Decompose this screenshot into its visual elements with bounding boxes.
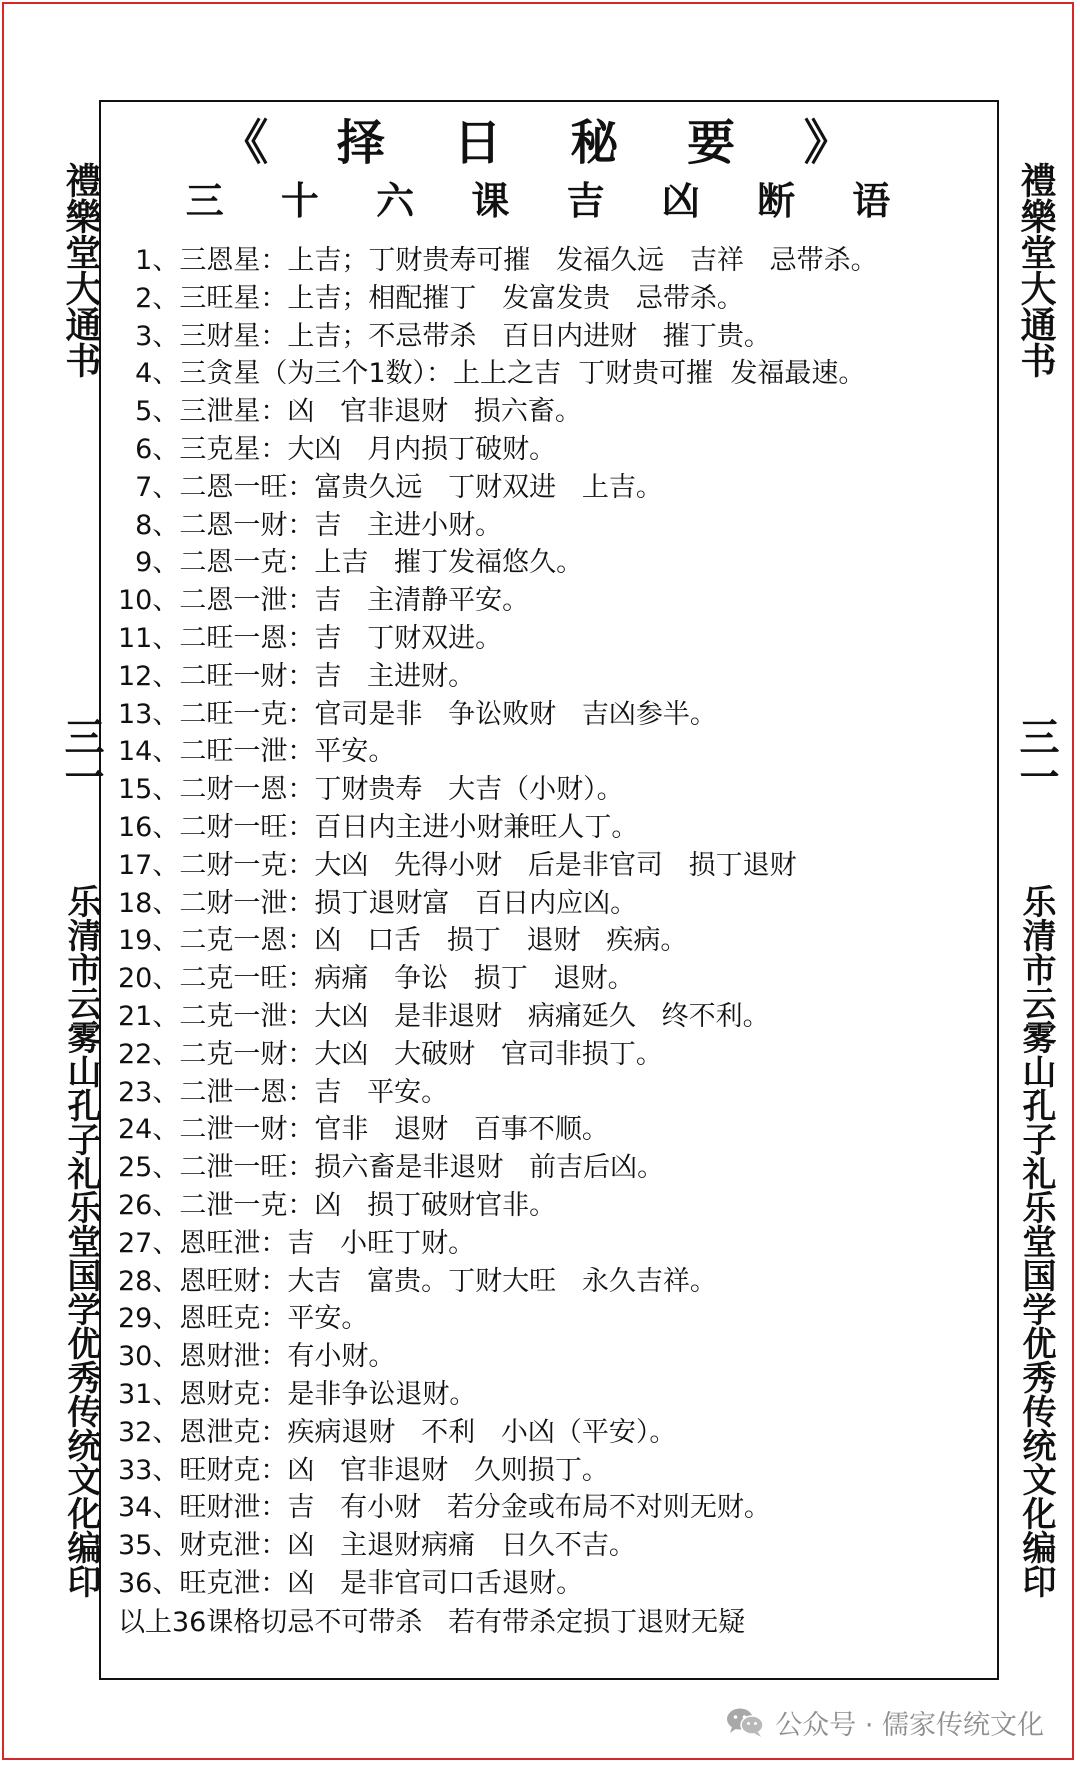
rule-item: 28、恩旺财：大吉 富贵。丁财大旺 永久吉祥。 [118, 1265, 717, 1297]
rule-item: 17、二财一克：大凶 先得小财 后是非官司 损丁退财 [118, 849, 797, 881]
rule-item: 32、恩泄克：疾病退财 不利 小凶（平安）。 [118, 1416, 677, 1448]
rule-item: 16、二财一旺：百日内主进小财兼旺人丁。 [118, 811, 639, 843]
rule-item: 25、二泄一旺：损六畜是非退财 前吉后凶。 [118, 1152, 665, 1184]
watermark-text: 公众号 · 儒家传统文化 [775, 1709, 1044, 1741]
rule-item: 20、二克一旺：病痛 争讼 损丁 退财。 [118, 963, 635, 995]
side-publisher-left: 乐清市云雾山孔子礼乐堂国学优秀传统文化编印 [61, 884, 101, 1598]
rule-item: 33、旺财克：凶 官非退财 久则损丁。 [118, 1454, 609, 1486]
document-title: 《 择 日 秘 要 》 [220, 115, 878, 171]
rule-item: 1、三恩星：上吉；丁财贵寿可摧 发福久远 吉祥 忌带杀。 [118, 245, 878, 276]
side-publisher-right: 乐清市云雾山孔子礼乐堂国学优秀传统文化编印 [1016, 884, 1056, 1598]
rule-item: 22、二克一财：大凶 大破财 官司非损丁。 [118, 1038, 663, 1070]
side-title-left: 禮樂堂大通书 [60, 162, 102, 378]
rule-item: 14、二旺一泄：平安。 [118, 736, 396, 768]
rules-list [118, 242, 998, 1603]
rule-item: 19、二克一恩：凶 口舌 损丁 退财 疾病。 [118, 925, 688, 957]
rule-item: 3、三财星：上吉；不忌带杀 百日内进财 摧丁贵。 [118, 320, 771, 352]
rule-item: 15、二财一恩：丁财贵寿 大吉（小财）。 [118, 774, 624, 806]
rule-item: 27、恩旺泄：吉 小旺丁财。 [118, 1227, 476, 1259]
rule-item: 34、旺财泄：吉 有小财 若分金或布局不对则无财。 [118, 1492, 771, 1524]
rule-item: 26、二泄一克：凶 损丁破财官非。 [118, 1189, 557, 1221]
side-page-number-left: 三一 [58, 716, 105, 796]
rule-item: 31、恩财克：是非争讼退财。 [118, 1378, 477, 1410]
rule-item: 30、恩财泄：有小财。 [118, 1341, 396, 1373]
rule-item: 5、三泄星：凶 官非退财 损六畜。 [118, 396, 582, 428]
document-subtitle: 三 十 六 课 吉 凶 断 语 [185, 179, 913, 223]
watermark [725, 1700, 1044, 1744]
footer-note: 以上36课格切忌不可带杀 若有带杀定损丁退财无疑 [118, 1607, 746, 1638]
rule-item: 10、二恩一泄：吉 主清静平安。 [118, 585, 530, 617]
rule-item: 36、旺克泄：凶 是非官司口舌退财。 [118, 1567, 584, 1599]
rule-item: 7、二恩一旺：富贵久远 丁财双进 上吉。 [118, 471, 663, 503]
rule-item: 23、二泄一恩：吉 平安。 [118, 1076, 449, 1108]
rule-item: 4、三贪星（为三个1数）：上上之吉 丁财贵可摧 发福最速。 [118, 358, 866, 390]
rule-item: 12、二旺一财：吉 主进财。 [118, 660, 476, 692]
wechat-icon [725, 1706, 765, 1738]
rule-item: 18、二财一泄：损丁退财富 百日内应凶。 [118, 887, 638, 919]
rule-item: 9、二恩一克：上吉 摧丁发福悠久。 [118, 547, 584, 579]
rule-item: 2、三旺星：上吉；相配摧丁 发富发贵 忌带杀。 [118, 282, 744, 314]
rule-item: 21、二克一泄：大凶 是非退财 病痛延久 终不利。 [118, 1000, 770, 1032]
rule-item: 6、三克星：大凶 月内损丁破财。 [118, 433, 557, 465]
rule-item: 11、二旺一恩：吉 丁财双进。 [118, 622, 503, 654]
rule-item: 8、二恩一财：吉 主进小财。 [118, 509, 503, 541]
rule-item: 24、二泄一财：官非 退财 百事不顺。 [118, 1114, 609, 1146]
rule-item: 35、财克泄：凶 主退财病痛 日久不吉。 [118, 1530, 636, 1562]
side-page-number-right: 三一 [1013, 716, 1060, 796]
rule-item: 29、恩旺克：平安。 [118, 1303, 369, 1335]
side-title-right: 禮樂堂大通书 [1015, 162, 1057, 378]
rule-item: 13、二旺一克：官司是非 争讼败财 吉凶参半。 [118, 698, 717, 730]
